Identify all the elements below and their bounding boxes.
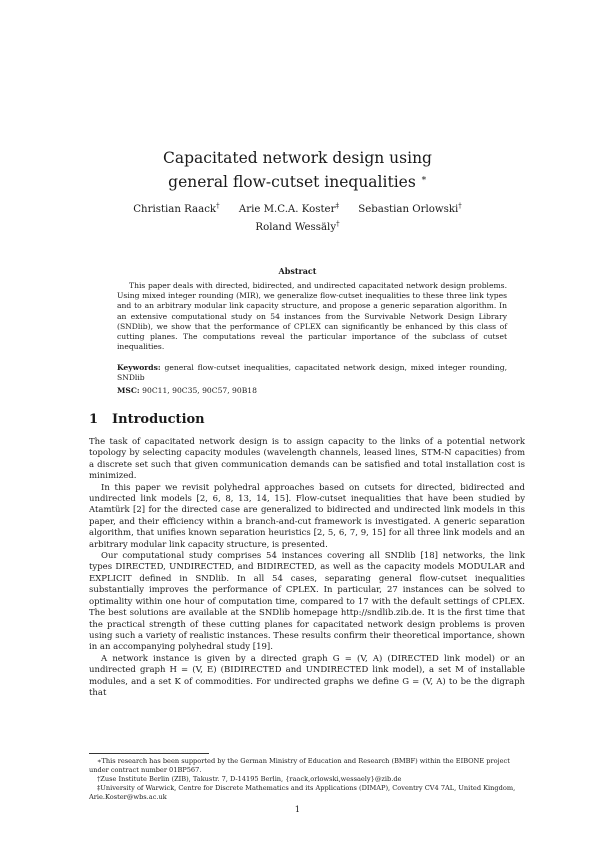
- body-text: [89, 437, 525, 699]
- author-line-1: [0, 202, 595, 215]
- footnote: ‡University of Warwick, Centre for Discrete Mathematics and its Applications (DIMAP), Coventry CV4 7AL, United Kingdom, Arie.Koster@wbs.ac.uk: [89, 784, 516, 801]
- footnote: †Zuse Institute Berlin (ZIB), Takustr. 7, D-14195 Berlin, {raack,orlowski,wessaely}@zib.de: [97, 775, 402, 783]
- msc: MSC: 90C11, 90C35, 90C57, 90B18: [117, 386, 257, 395]
- author: Arie M.C.A. Koster‡: [238, 202, 339, 216]
- abstract-heading: Abstract: [278, 266, 317, 276]
- section-heading: [89, 412, 205, 427]
- title-line-1: Capacitated network design using: [163, 149, 432, 167]
- page-number: 1: [294, 805, 301, 815]
- paragraph: A network instance is given by a directed graph G = (V, A) (DIRECTED link model) or an undirected graph H = (V, E) (BIDIRECTED and UNDIRECTED link model), a set M of installable modules, and a set K of commodities. For undirected graphs we define G = (V, A) to be the digraph that: [89, 653, 525, 698]
- author-line-2: [0, 220, 595, 233]
- author: Sebastian Orlowski†: [358, 202, 462, 216]
- title-line-2: general flow-cutset inequalities ∗: [168, 173, 427, 192]
- footnotes: [89, 757, 525, 802]
- section-title: Introduction: [112, 412, 205, 427]
- paragraph: In this paper we revisit polyhedral approaches based on cutsets for directed, bidirected and undirected link models [2, 6, 8, 13, 14, 15]. Flow-cutset inequalities that have been studied by Atamtürk [2] for the directed case are generalized to bidirected and undirected link models in this paper, and their efficiency within a branch-and-cut framework is investigated. A generic separation algorithm, that unifies known separation heuristics [2, 5, 6, 7, 9, 15] for all three link models and an arbitrary modular link capacity structure, is presented.: [89, 482, 525, 550]
- abstract-text: This paper deals with directed, bidirected, and undirected capacitated network design problems. Using mixed integer rounding (MIR), we generalize flow-cutset inequalities to these three link types and to an arbitrary modular link capacity structure, and propose a generic separation algorithm. In an extensive computational study on 54 instances from the Survivable Network Design Library (SNDlib), we show that the performance of CPLEX can significantly be enhanced by this class of cutting planes. The computations reveal the particular importance of the subclass of cutset inequalities.: [117, 281, 507, 352]
- paper-title: [0, 148, 595, 193]
- footnote-rule: [89, 753, 209, 754]
- paragraph: The task of capacitated network design is to assign capacity to the links of a potential network topology by selecting capacity modules (wavelength channels, leased lines, STM-N capacities) from a discrete set such that given communication demands can be satisfied and total installation cost is minimized.: [89, 437, 525, 482]
- footnote: ∗This research has been supported by the German Ministry of Education and Research (BMBF) within the EIBONE project under contract number 01BP567.: [89, 757, 510, 774]
- title-footnote-mark: ∗: [420, 174, 427, 184]
- author: Roland Wessäly†: [255, 220, 340, 234]
- section-number: 1: [89, 412, 99, 427]
- keywords: Keywords: general flow-cutset inequalities, capacitated network design, mixed integer rounding, SNDlib: [117, 363, 507, 383]
- author: Christian Raack†: [133, 202, 220, 216]
- paragraph: Our computational study comprises 54 instances covering all SNDlib [18] networks, the link types DIRECTED, UNDIRECTED, and BIDIRECTED, as well as the capacity models MODULAR and EXPLICIT defined in SNDlib. In all 54 cases, separating general flow-cutset inequalities substantially improves the performance of CPLEX. In particular, 27 instances can be solved to optimality within one hour of computation time, compared to 17 with the default settings of CPLEX. The best solutions are available at the SNDlib homepage http://sndlib.zib.de. It is the first time that the practical strength of these cutting planes for capacitated network design problems is proven using such a variety of realistic instances. These results confirm their theoretical importance, shown in an accompanying polyhedral study [19].: [89, 551, 525, 653]
